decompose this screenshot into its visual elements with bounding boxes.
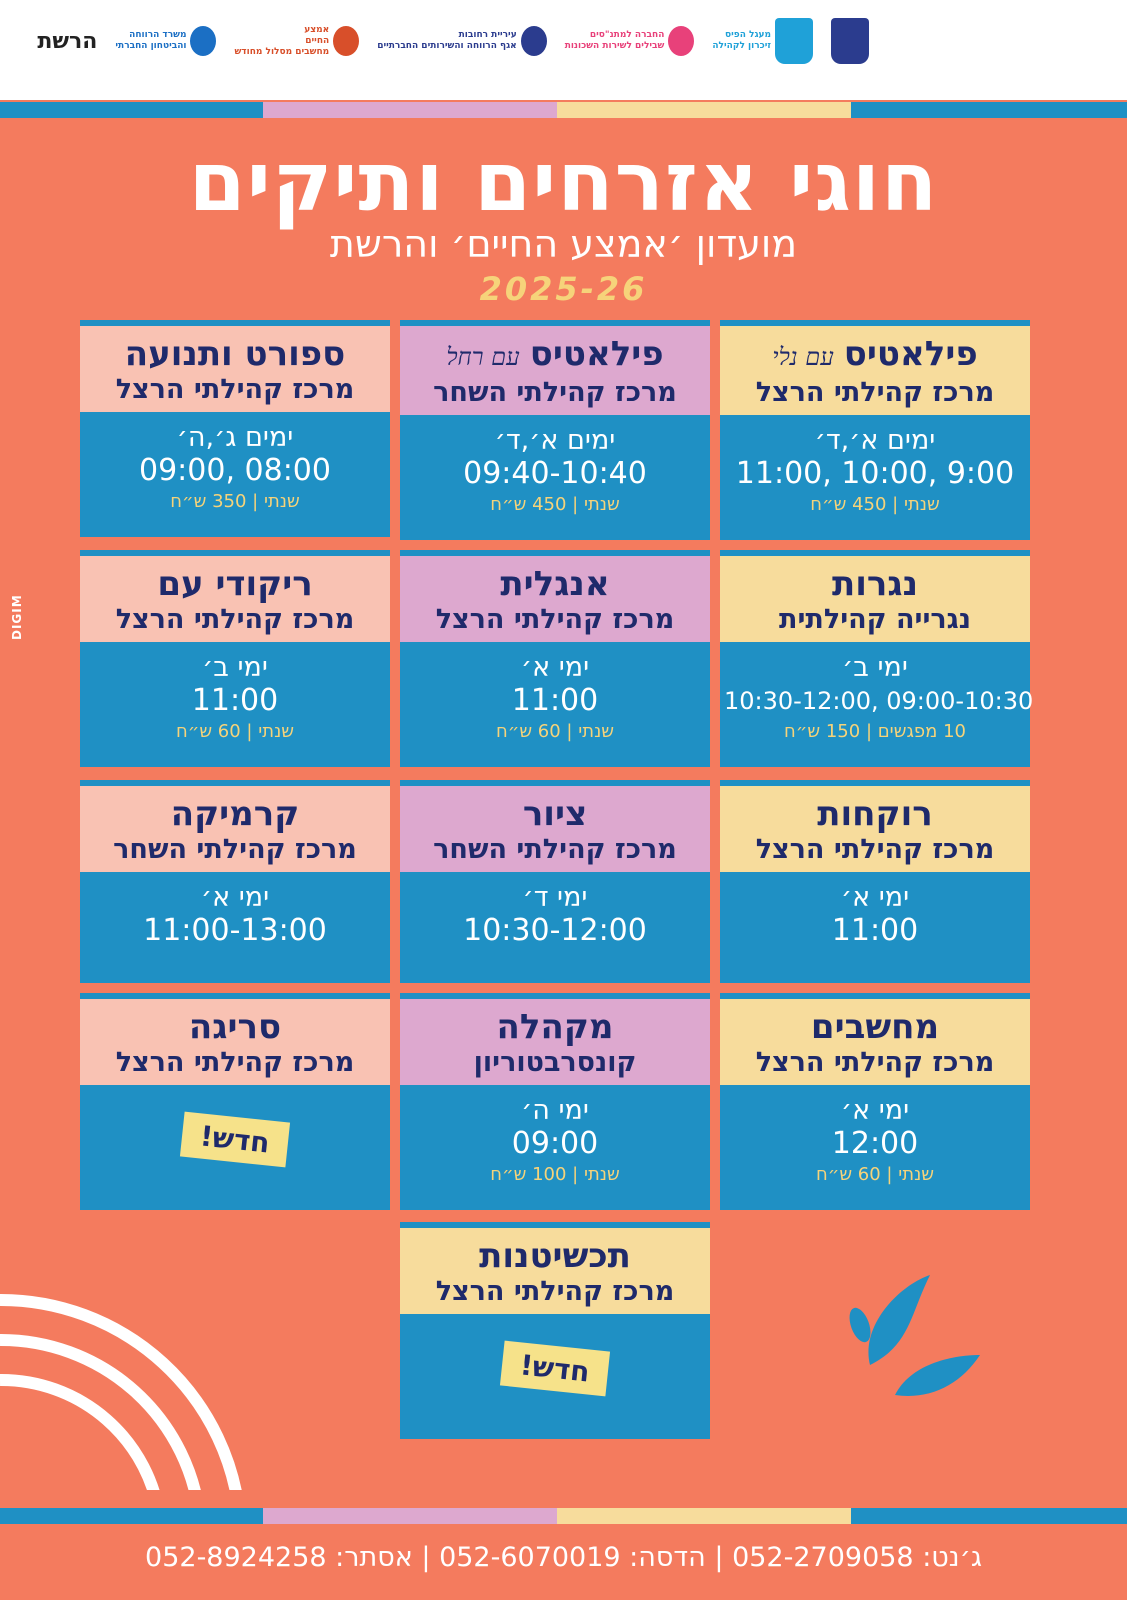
logo-hareshet	[37, 29, 97, 54]
class-days: ימים א׳,ד׳	[814, 425, 936, 456]
class-name	[730, 564, 1020, 604]
card-header	[400, 786, 710, 872]
class-title: ריקודי עם	[157, 564, 313, 604]
card-schedule	[720, 415, 1030, 540]
class-days: ימי ב׳	[202, 652, 268, 683]
class-days: ימי א׳	[200, 882, 270, 913]
card-header	[400, 1228, 710, 1314]
rehovot-city-icon	[831, 18, 869, 64]
logo-matnasim-company	[565, 26, 695, 56]
class-days: ימים ג׳,ה׳	[176, 422, 294, 453]
class-days: ימי א׳	[840, 1095, 910, 1126]
emtza-hahaim-text: אמצע החיים מחשבים מסלול מחודש	[234, 24, 330, 57]
class-location: מרכז קהילתי הרצל	[755, 834, 995, 865]
page-title: חוגי אזרחים ותיקים	[188, 135, 939, 230]
class-times: 10:30-12:00, 09:00-10:30	[724, 687, 1034, 715]
card-schedule	[80, 872, 390, 983]
logo-rehovot-municipality	[377, 26, 547, 56]
class-name	[410, 334, 700, 377]
class-price: שנתי | 450 ש״ח	[490, 494, 620, 515]
rehovot-municipality-icon	[521, 26, 547, 56]
class-title: ספורט ותנועה	[124, 334, 346, 374]
card-header	[720, 556, 1030, 642]
class-name	[410, 1236, 700, 1276]
class-location: מרכז קהילתי הרצל	[755, 1047, 995, 1078]
class-title: ציור	[522, 794, 588, 834]
class-price: שנתי | 60 ש״ח	[815, 1164, 935, 1185]
hareshet-text: הרשת	[37, 28, 98, 54]
card-schedule	[400, 642, 710, 767]
class-title: מקהלה	[496, 1007, 614, 1047]
class-card-carpentry	[720, 550, 1034, 767]
class-times: 11:00	[511, 683, 599, 718]
card-schedule	[720, 872, 1030, 983]
rehovot-municipality-text: עיריית רחובות אגף הרווחה והשירותים החברתיים	[377, 30, 517, 51]
class-card-english	[400, 550, 710, 767]
class-name	[90, 794, 380, 834]
footer-contacts: ג׳נט: 052-2709058 | הדסה: 052-6070019 | אסתר: 052-8924258	[145, 1542, 982, 1573]
bottom-stripe	[0, 1508, 1127, 1524]
class-days: ימי א׳	[520, 652, 590, 683]
top-stripe	[0, 102, 1127, 118]
class-title: פילאטיס	[529, 334, 664, 374]
class-days: ימים א׳,ד׳	[494, 425, 616, 456]
logo-maagal-hapais	[712, 18, 813, 64]
class-times: 12:00	[831, 1126, 919, 1161]
class-title: תכשיטנות	[479, 1236, 631, 1276]
logos-row	[37, 18, 869, 64]
card-header	[80, 786, 390, 872]
class-times: 09:00, 08:00	[139, 453, 331, 488]
card-header	[80, 556, 390, 642]
class-times: 11:00	[831, 913, 919, 948]
class-name	[410, 564, 700, 604]
class-location: קונסרבטוריון	[473, 1047, 637, 1078]
class-title: קרמיקה	[170, 794, 300, 834]
class-location: מרכז קהילתי הרצל	[115, 604, 355, 635]
class-name	[410, 1007, 700, 1047]
new-badge: חדש!	[500, 1341, 610, 1397]
class-location: מרכז קהילתי הרצל	[435, 1276, 675, 1307]
class-location: מרכז קהילתי השחר	[113, 834, 357, 865]
class-card-folk-dance	[80, 550, 390, 767]
new-badge: חדש!	[180, 1112, 290, 1168]
class-title: נגרות	[832, 564, 918, 604]
instructor-label: עם רחל	[446, 343, 520, 371]
class-title: אנגלית	[500, 564, 610, 604]
class-times: 11:00, 10:00, 9:00	[735, 456, 1015, 491]
class-title: רוקחות	[817, 794, 933, 834]
class-days: ימי ד׳	[522, 882, 588, 913]
class-times: 10:30-12:00	[463, 913, 647, 948]
class-title: סריגה	[188, 1007, 282, 1047]
card-header	[720, 326, 1030, 415]
instructor-label: עם נלי	[772, 343, 834, 371]
class-times: 11:00	[191, 683, 279, 718]
card-schedule	[400, 1085, 710, 1210]
logo-bar	[0, 0, 1127, 100]
class-times: 09:40-10:40	[463, 456, 647, 491]
decorative-splash-icon	[840, 1255, 990, 1415]
year-label: 2025-26	[479, 270, 648, 308]
class-name	[730, 1007, 1020, 1047]
class-location: מרכז קהילתי הרצל	[115, 374, 355, 405]
logo-emtza-hahaim	[234, 25, 359, 58]
class-card-painting	[400, 780, 710, 983]
class-times: 09:00	[511, 1126, 599, 1161]
class-price: שנתי | 450 ש״ח	[810, 494, 940, 515]
class-price: שנתי | 60 ש״ח	[175, 721, 295, 742]
card-schedule	[80, 412, 390, 537]
class-card-sport	[80, 320, 390, 537]
card-header	[80, 326, 390, 412]
class-card-embroidery	[720, 780, 1030, 983]
class-name	[730, 794, 1020, 834]
logo-ministry-welfare	[115, 26, 216, 56]
class-location: מרכז קהילתי הרצל	[435, 604, 675, 635]
class-days: ימי ב׳	[842, 652, 908, 683]
page-subtitle: מועדון ׳אמצע החיים׳ והרשת	[329, 222, 798, 266]
class-card-choir	[400, 993, 710, 1210]
class-location: מרכז קהילתי הרצל	[115, 1047, 355, 1078]
class-title: מחשבים	[810, 1007, 940, 1047]
class-location: מרכז קהילתי הרצל	[755, 377, 995, 408]
ministry-welfare-icon	[190, 26, 216, 56]
class-card-ceramics	[80, 780, 390, 983]
class-price: שנתי | 100 ש״ח	[490, 1164, 620, 1185]
class-card-pilates-nelly	[720, 320, 1030, 540]
card-schedule	[80, 642, 390, 767]
card-header	[400, 999, 710, 1085]
class-name	[410, 794, 700, 834]
maagal-hapais-text: מעגל הפיס זיכרון לקהילה	[712, 30, 771, 51]
class-location: מרכז קהילתי השחר	[433, 377, 677, 408]
class-name	[90, 1007, 380, 1047]
card-schedule	[80, 1085, 390, 1210]
matnasim-company-text: החברה למתנ"סים שבילים לשירות השכונות	[564, 30, 665, 51]
card-header	[400, 326, 710, 415]
card-header	[400, 556, 710, 642]
card-header	[720, 786, 1030, 872]
matnasim-company-icon	[668, 26, 694, 56]
card-schedule	[720, 642, 1034, 767]
card-schedule	[400, 872, 710, 983]
class-name	[90, 564, 380, 604]
class-days: ימי א׳	[840, 882, 910, 913]
class-price: שנתי | 60 ש״ח	[495, 721, 615, 742]
logo-rehovot-city	[831, 18, 869, 64]
class-title: פילאטיס	[843, 334, 978, 374]
emtza-hahaim-icon	[333, 26, 359, 56]
class-location: נגרייה קהילתית	[779, 604, 971, 635]
side-credit: DIGIM	[10, 594, 24, 640]
card-schedule	[400, 415, 710, 540]
maagal-hapais-icon	[775, 18, 813, 64]
card-header	[80, 999, 390, 1085]
class-days: ימי ה׳	[521, 1095, 589, 1126]
ministry-welfare-text: משרד הרווחה והביטחון החברתי	[115, 30, 187, 51]
class-card-jewelry	[400, 1222, 710, 1439]
card-schedule	[400, 1314, 710, 1439]
class-location: מרכז קהילתי השחר	[433, 834, 677, 865]
class-name	[90, 334, 380, 374]
class-card-computers	[720, 993, 1030, 1210]
class-card-pilates-rachel	[400, 320, 710, 540]
class-price: שנתי | 350 ש״ח	[170, 491, 300, 512]
class-name	[730, 334, 1020, 377]
decorative-arcs	[0, 1260, 290, 1490]
class-times: 11:00-13:00	[143, 913, 327, 948]
class-price: 10 מפגשים | 150 ש״ח	[784, 721, 966, 742]
card-header	[720, 999, 1030, 1085]
class-card-knitting	[80, 993, 390, 1210]
card-schedule	[720, 1085, 1030, 1210]
